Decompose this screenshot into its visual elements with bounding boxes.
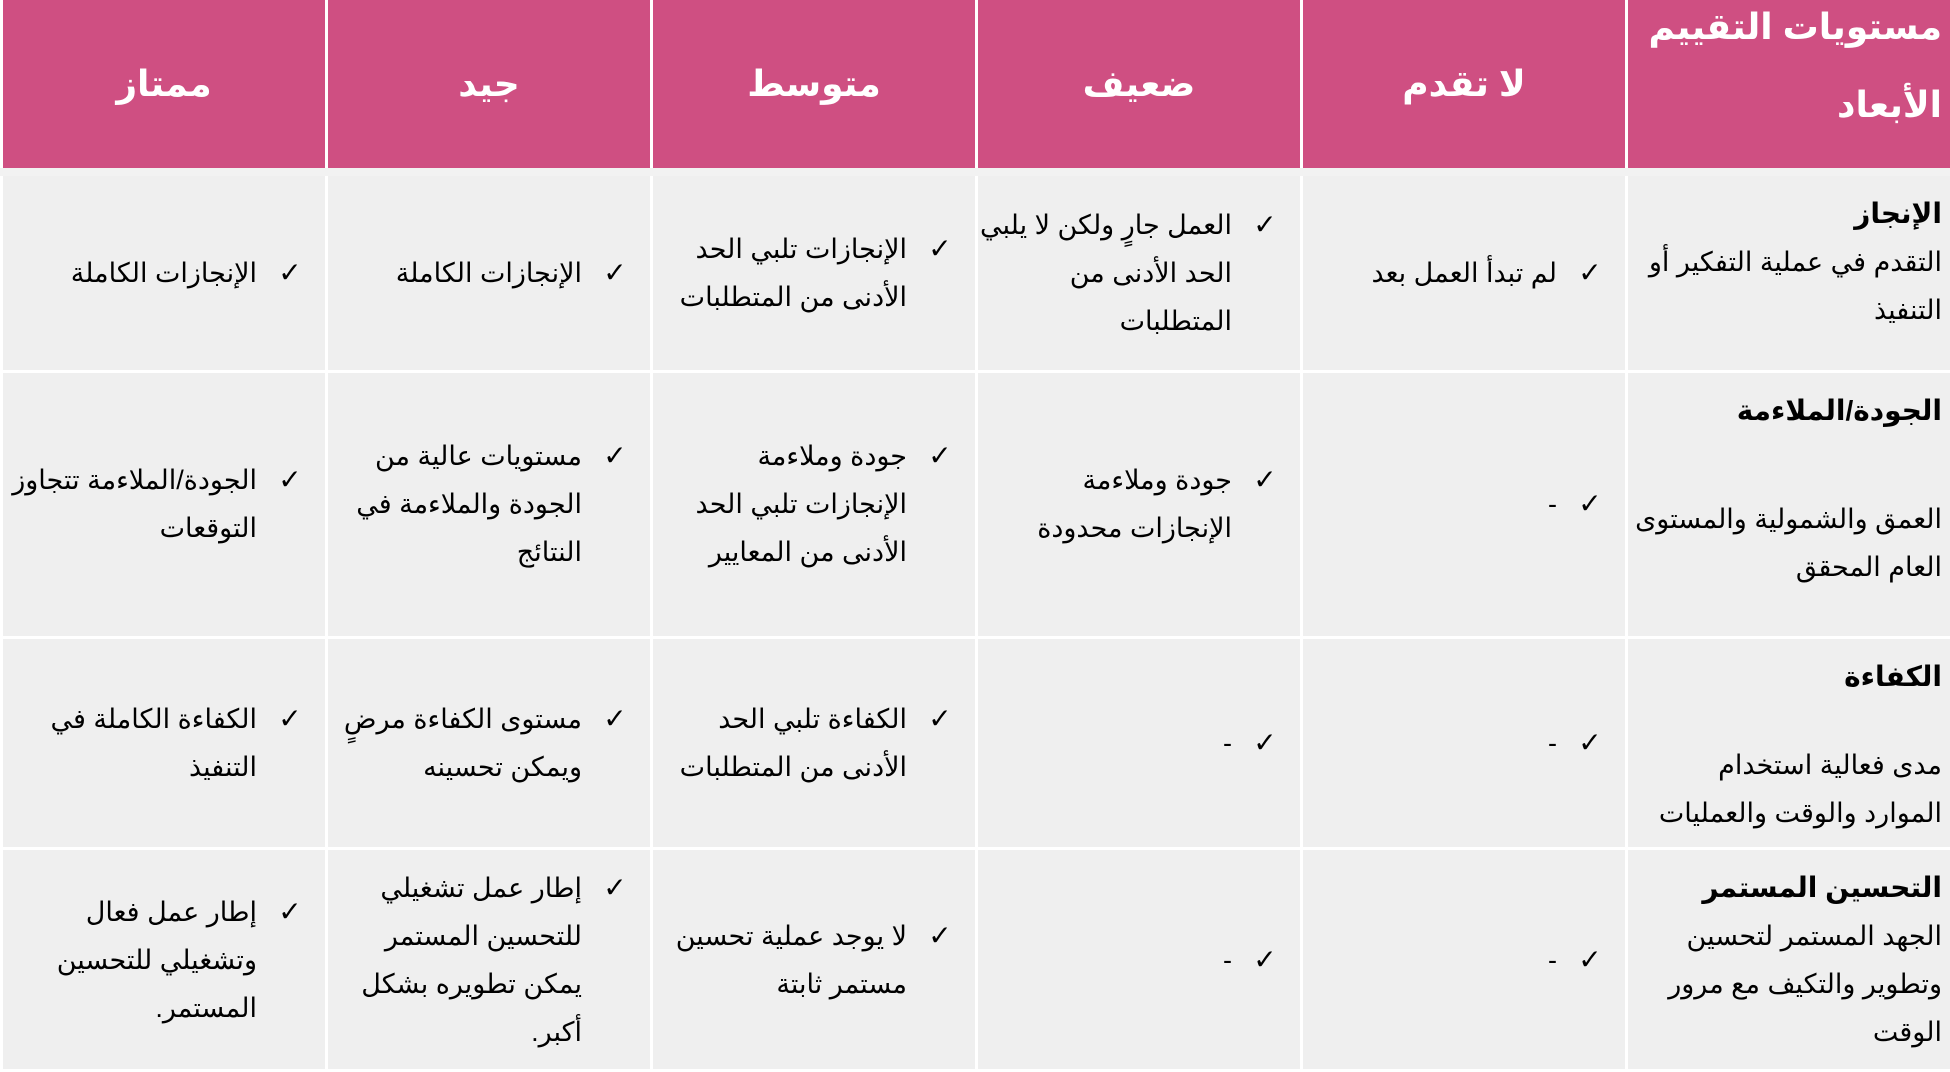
cell-text: - — [1548, 728, 1557, 759]
cell-text: - — [1548, 489, 1557, 520]
check-icon: ✓ — [603, 439, 627, 473]
table-row-continuous-improvement — [2, 849, 1950, 1071]
dimension-title: الجودة/الملاءمة — [1736, 394, 1942, 426]
cell-text: الإنجازات الكاملة — [395, 257, 582, 288]
rubric-cell — [327, 637, 652, 849]
cell-text: - — [1223, 728, 1232, 759]
cell-text: العمل جارٍ ولكن لا يلبي الحد الأدنى من المتطلبات — [979, 209, 1232, 336]
dimension-cell — [1627, 849, 1950, 1071]
cell-text: جودة وملاءمة الإنجازات تلبي الحد الأدنى من المعايير — [695, 441, 907, 568]
cell-text: إطار عمل تشغيلي للتحسين المستمر يمكن تطويره بشكل أكبر. — [361, 872, 582, 1047]
check-icon: ✓ — [278, 702, 302, 736]
rubric-cell — [2, 172, 327, 371]
cell-text: الجودة/الملاءمة تتجاوز التوقعات — [12, 465, 257, 544]
cell-text: إطار عمل فعال وتشغيلي للتحسين المستمر. — [56, 896, 257, 1023]
check-icon: ✓ — [1253, 942, 1277, 976]
check-icon: ✓ — [928, 439, 952, 473]
rubric-cell — [977, 371, 1302, 637]
rubric-cell — [327, 172, 652, 371]
level-header-average: متوسط — [652, 0, 977, 172]
dimension-cell — [1627, 637, 1950, 849]
dimension-cell — [1627, 371, 1950, 637]
cell-text: مستوى الكفاءة مرضٍ ويمكن تحسينه — [343, 704, 582, 783]
cell-text: الإنجازات تلبي الحد الأدنى من المتطلبات — [679, 233, 907, 312]
table-row-quality — [2, 371, 1950, 637]
rubric-cell — [652, 637, 977, 849]
cell-text: مستويات عالية من الجودة والملاءمة في النتائج — [356, 441, 582, 568]
dimension-title: التحسين المستمر — [1702, 872, 1942, 904]
check-icon: ✓ — [278, 255, 302, 289]
rubric-cell — [1302, 637, 1627, 849]
check-icon: ✓ — [1578, 255, 1602, 289]
check-icon: ✓ — [928, 702, 952, 736]
dimension-description: مدى فعالية استخدام الموارد والوقت والعمليات — [1658, 749, 1942, 828]
check-icon: ✓ — [278, 463, 302, 497]
corner-header-cell — [1627, 0, 1950, 172]
dimension-cell — [1627, 172, 1950, 371]
header-row — [2, 0, 1950, 172]
dimension-description: العمق والشمولية والمستوى العام المحقق — [1635, 503, 1942, 582]
cell-text: الإنجازات الكاملة — [70, 257, 257, 288]
cell-text: جودة وملاءمة الإنجازات محدودة — [1037, 465, 1232, 544]
dimensions-axis-label: الأبعاد — [1837, 84, 1942, 125]
level-header-weak: ضعيف — [977, 0, 1302, 172]
rubric-cell — [977, 849, 1302, 1071]
table-row-achievement — [2, 172, 1950, 371]
cell-text: لم تبدأ العمل بعد — [1371, 257, 1557, 288]
cell-text: الكفاءة الكاملة في التنفيذ — [50, 704, 257, 783]
cell-text: لا يوجد عملية تحسين مستمر ثابتة — [675, 920, 907, 999]
rubric-cell — [1302, 849, 1627, 1071]
rubric-cell — [652, 849, 977, 1071]
check-icon: ✓ — [1253, 726, 1277, 760]
rubric-cell — [2, 849, 327, 1071]
check-icon: ✓ — [1578, 487, 1602, 521]
level-header-no-progress: لا تقدم — [1302, 0, 1627, 172]
level-header-excellent: ممتاز — [2, 0, 327, 172]
cell-text: - — [1223, 944, 1232, 975]
check-icon: ✓ — [1578, 942, 1602, 976]
check-icon: ✓ — [603, 255, 627, 289]
check-icon: ✓ — [928, 918, 952, 952]
rubric-cell — [2, 637, 327, 849]
check-icon: ✓ — [1253, 463, 1277, 497]
rubric-cell — [2, 371, 327, 637]
rubric-cell — [652, 371, 977, 637]
check-icon: ✓ — [928, 231, 952, 265]
check-icon: ✓ — [1578, 726, 1602, 760]
cell-text: - — [1548, 944, 1557, 975]
check-icon: ✓ — [1253, 207, 1277, 241]
check-icon: ✓ — [603, 870, 627, 904]
table-row-efficiency — [2, 637, 1950, 849]
dimension-title: الإنجاز — [1854, 198, 1942, 229]
rubric-cell — [977, 637, 1302, 849]
dimension-description: التقدم في عملية التفكير أو التنفيذ — [1648, 247, 1942, 325]
rubric-cell — [977, 172, 1302, 371]
check-icon: ✓ — [278, 894, 302, 928]
check-icon: ✓ — [603, 702, 627, 736]
cell-text: الكفاءة تلبي الحد الأدنى من المتطلبات — [679, 704, 907, 783]
dimension-description: الجهد المستمر لتحسين وتطوير والتكيف مع مرور الوقت — [1668, 921, 1942, 1048]
levels-axis-label: مستويات التقييم — [1648, 6, 1942, 47]
rubric-cell — [1302, 371, 1627, 637]
rubric-cell — [652, 172, 977, 371]
rubric-cell — [327, 849, 652, 1071]
level-header-good: جيد — [327, 0, 652, 172]
rubric-cell — [1302, 172, 1627, 371]
rubric-cell — [327, 371, 652, 637]
dimension-title: الكفاءة — [1844, 660, 1942, 692]
